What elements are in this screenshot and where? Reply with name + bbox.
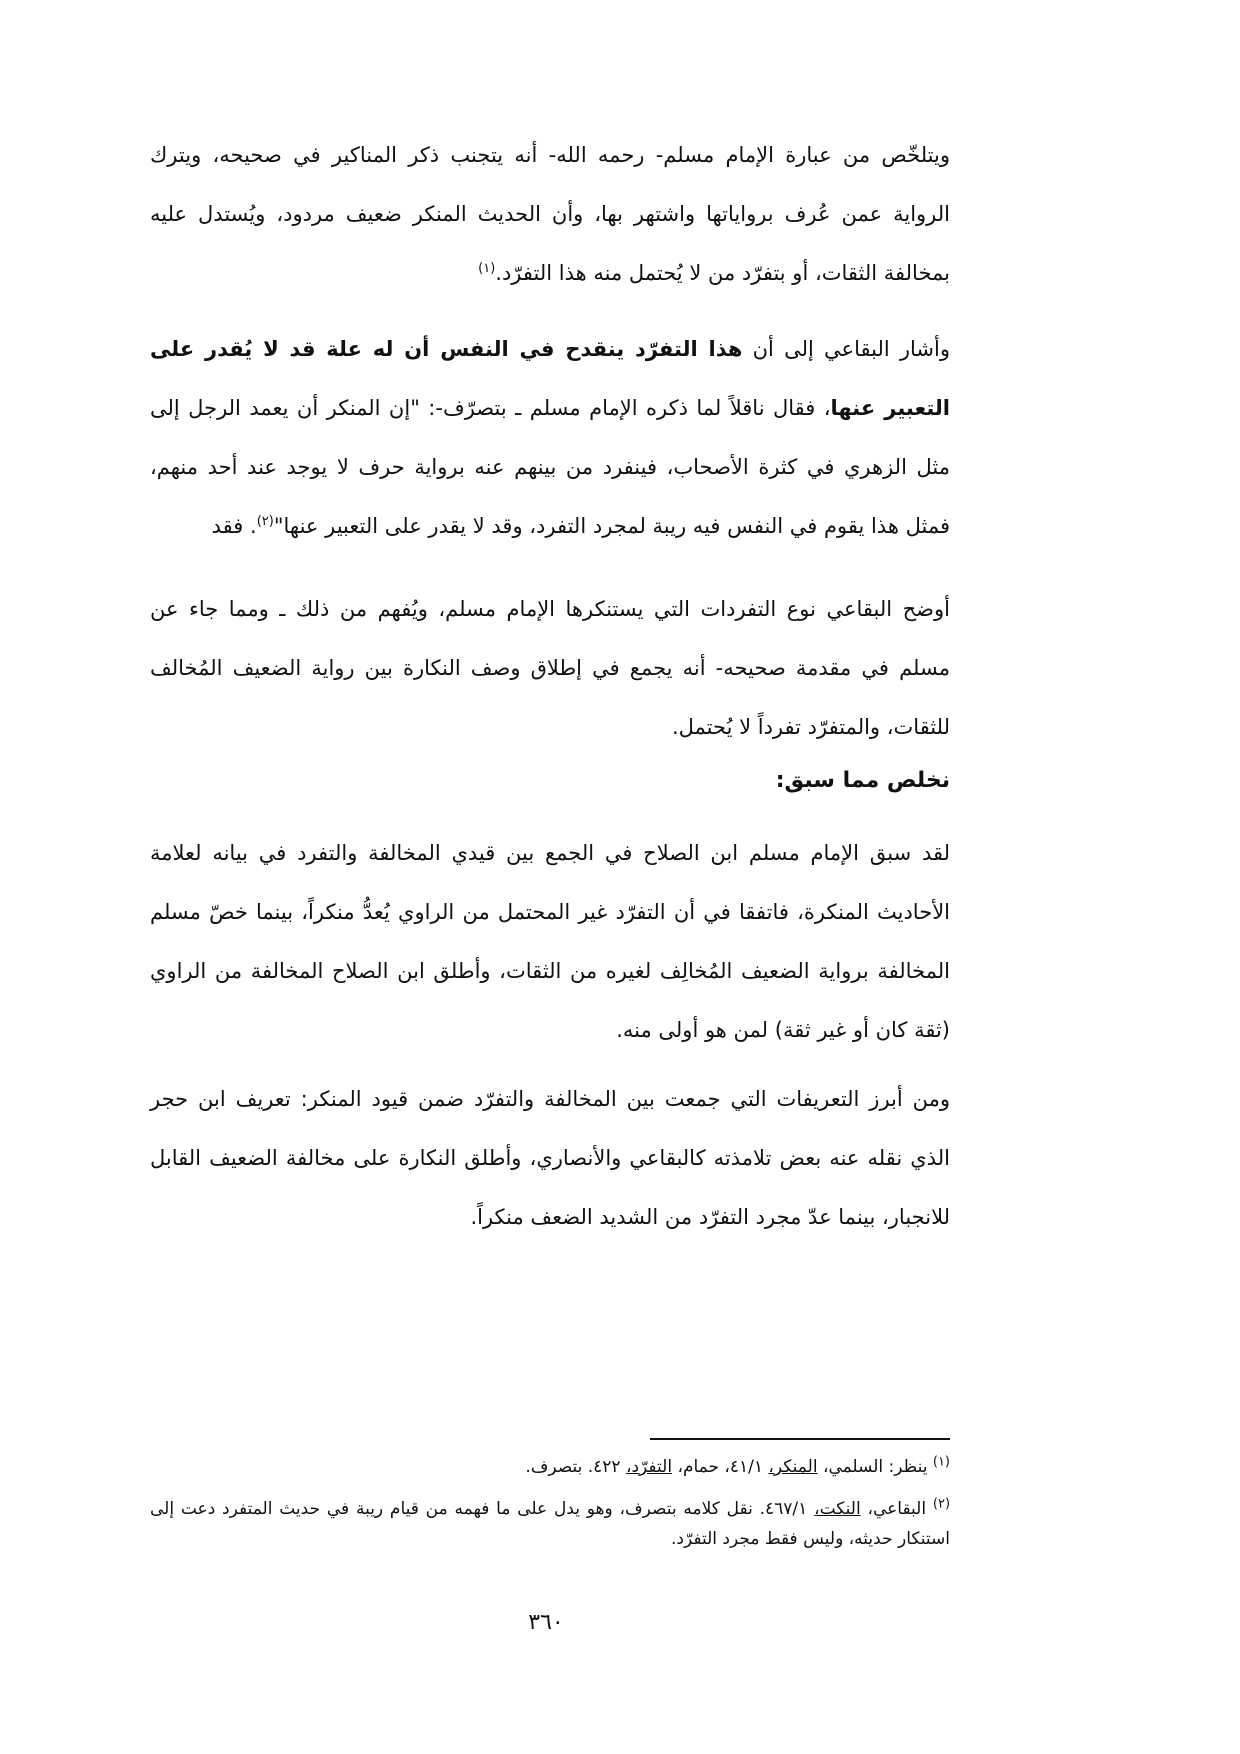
paragraph-2-bold: هذا التفرّد ينقدح في النفس أن له علة قد لا يُقدر على التعبير عنها [150, 337, 950, 420]
footnote-1-number: (١) [932, 1454, 950, 1470]
footnote-2-text-b: ٤٦٧/١. نقل كلامه بتصرف، وهو يدل على ما فهمه من قيام ريبة في حديث المتفرد دعت إلى استنكار حديثه، وليس فقط مجرد التفرّد. [150, 1499, 950, 1549]
section-heading: نخلص مما سبق: [775, 768, 950, 793]
footnote-1-text-a: ينظر: السلمي، [817, 1457, 933, 1477]
paragraph-4-text: لقد سبق الإمام مسلم ابن الصلاح في الجمع بين قيدي المخالفة والتفرد في بيانه لعلامة الأحاديث المنكرة، فاتفقا في أن التفرّد غير المحتمل من الراوي يُعدُّ منكراً، بينما خصّ مسلم المخالفة برواية الضعيف المُخالِف لغيره من الثقات، وأطلق ابن الصلاح المخالفة من الراوي (ثقة كان أو غير ثقة) لمن هو أولى منه. [150, 841, 950, 1042]
paragraph-1 [150, 126, 950, 303]
footnote-1-text-b: ٤١/١، حمام، [672, 1457, 769, 1477]
paragraph-4 [150, 824, 950, 1060]
paragraph-5-text: ومن أبرز التعريفات التي جمعت بين المخالفة والتفرّد ضمن قيود المنكر: تعريف ابن حجر الذي نقله عنه بعض تلامذته كالبقاعي والأنصاري، وأطلق النكارة على مخالفة الضعيف القابل للانجبار، بينما عدّ مجرد التفرّد من الشديد الضعف منكراً. [150, 1087, 950, 1229]
footnote-1-title-1: المنكر، [768, 1457, 818, 1477]
footnote-ref-1[interactable]: (١) [478, 261, 496, 276]
footnote-1-title-2: التفرّد، [625, 1457, 673, 1477]
footnote-divider [650, 1438, 950, 1440]
footnote-2 [150, 1494, 950, 1554]
paragraph-2-text-a: وأشار البقاعي إلى أن [742, 337, 950, 361]
paragraph-2-text-b: ، فقال ناقلاً لما ذكره الإمام مسلم ـ بتصرّف-: "إن المنكر أن يعمد الرجل إلى مثل الزهري في كثرة الأصحاب، فينفرد من بينهم عنه برواية حرف لا يوجد عند أحد منهم، فمثل هذا يقوم في النفس فيه ريبة لمجرد التفرد، وقد لا يقدر على التعبير عنها" [150, 396, 950, 538]
paragraph-1-text: ويتلخّص من عبارة الإمام مسلم- رحمه الله- أنه يتجنب ذكر المناكير في صحيحه، ويترك الرواية عمن عُرف برواياتها واشتهر بها، وأن الحديث المنكر ضعيف مردود، ويُستدل عليه بمخالفة الثقات، أو بتفرّد من لا يُحتمل منه هذا التفرّد. [150, 143, 950, 285]
paragraph-2-text-c: . فقد [211, 514, 257, 538]
footnote-2-number: (٢) [932, 1496, 951, 1512]
page-number: ٣٦٠ [528, 1610, 564, 1635]
footnote-2-title-1: النكت، [814, 1499, 861, 1519]
footnote-1 [150, 1452, 950, 1482]
footnote-ref-2[interactable]: (٢) [256, 514, 274, 529]
paragraph-3-text: أوضح البقاعي نوع التفردات التي يستنكرها الإمام مسلم، ويُفهم من ذلك ـ ومما جاء عن مسلم في مقدمة صحيحه- أنه يجمع في إطلاق وصف النكارة بين رواية الضعيف المُخالف للثقات، والمتفرّد تفرداً لا يُحتمل. [150, 597, 950, 739]
footnote-2-text-a: البقاعي، [860, 1499, 933, 1519]
paragraph-3 [150, 580, 950, 757]
paragraph-5 [150, 1070, 950, 1247]
footnote-1-text-c: ٤٢٢. بتصرف. [525, 1457, 626, 1477]
paragraph-2 [150, 320, 950, 556]
